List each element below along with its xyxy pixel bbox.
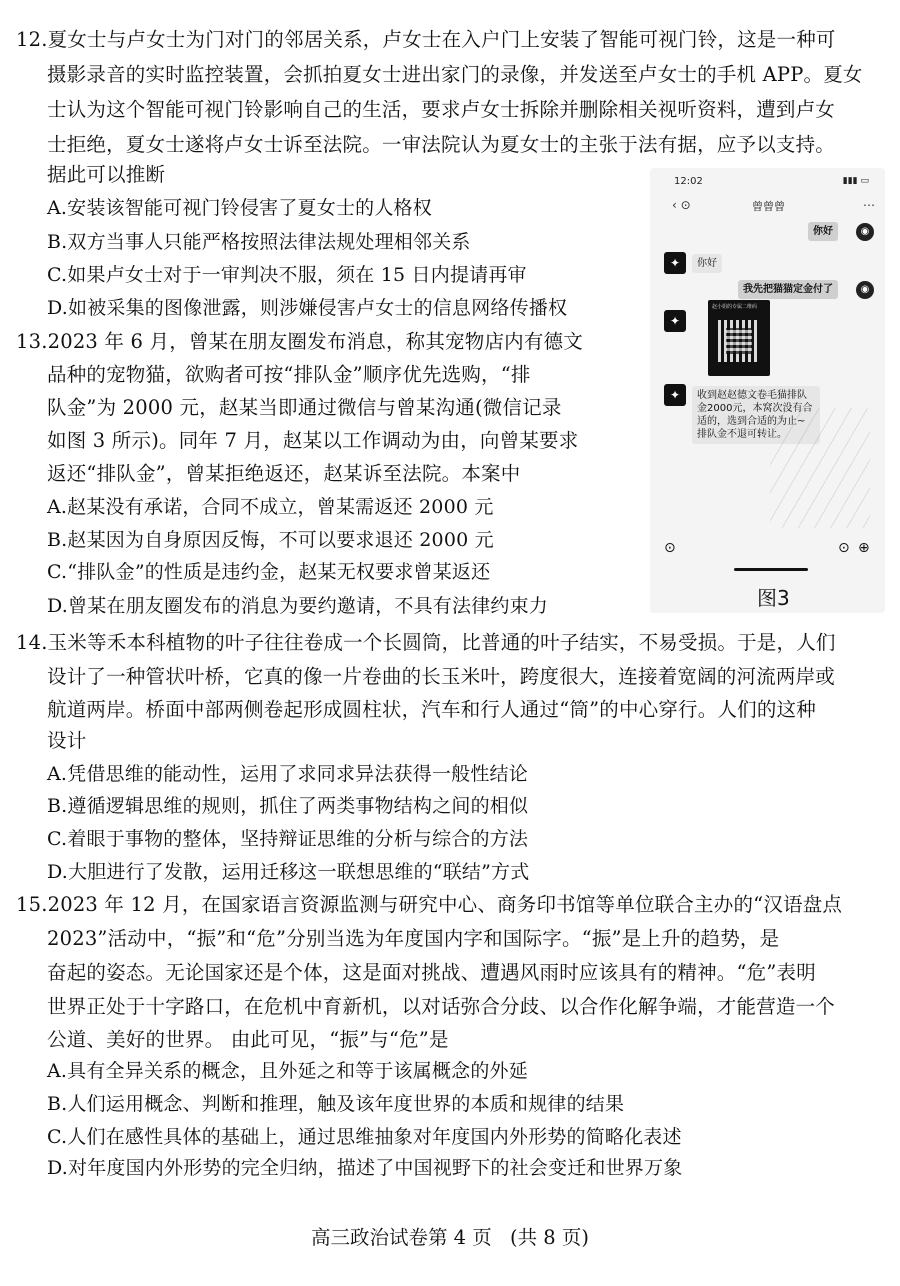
q14-option-b: B.遵循逻辑思维的规则，抓住了两类事物结构之间的相似 [47,795,529,817]
contact-avatar-icon: ✦ [664,384,686,406]
q12-option-d: D.如被采集的图像泄露，则涉嫌侵害卢女士的信息网络传播权 [47,297,568,319]
q13-option-b: B.赵某因为自身原因反悔，不可以要求退还 2000 元 [47,529,494,551]
plus-icon: ⊕ [858,540,870,556]
message-left-reply: 收到赵赵德文卷毛猫排队金2000元，本窝次没有合适的，选到合适的为止~排队金不退可转让。 [692,386,820,444]
q15-stem-line: 世界正处于十字路口，在危机中育新机，以对话弥合分歧、以合作化解争端，才能营造一个 [47,995,836,1018]
background-scribble [770,408,870,528]
contact-avatar-icon: ✦ [664,252,686,274]
qr-code-icon [718,320,760,362]
user-avatar-icon: ◉ [856,223,874,241]
q12-stem-line: 据此可以推断 [47,163,166,186]
q13-stem-line: 13.2023 年 6 月，曾某在朋友圈发布消息，称其宠物店内有德文 [16,330,583,353]
qr-card-title: 赵小姐的专属二维码 [712,304,758,310]
q14-stem-line: 设计 [47,729,87,752]
q13-stem-line: 品种的宠物猫，欲购者可按“排队金”顺序优先选购，“排 [47,363,531,386]
more-icon: ⋯ [863,198,875,212]
q14-option-a: A.凭借思维的能动性，运用了求同求异法获得一般性结论 [47,763,528,785]
q15-option-c: C.人们在感性具体的基础上，通过思维抽象对年度国内外形势的简略化表述 [47,1126,682,1148]
q13-option-d: D.曾某在朋友圈发布的消息为要约邀请，不具有法律约束力 [47,595,548,617]
q15-stem-line: 15.2023 年 12 月，在国家语言资源监测与研究中心、商务印书馆等单位联合主办的“汉语盘点 [16,893,843,916]
footer-page-label: 高三政治试卷第 4 页 [310,1226,492,1249]
q12-option-b: B.双方当事人只能严格按照法律法规处理相邻关系 [47,231,471,253]
message-right-hello: 你好 [808,222,838,241]
home-indicator [734,568,808,571]
q14-stem-line: 14.玉米等禾本科植物的叶子往往卷成一个长圆筒，比普通的叶子结实，不易受损。于是，人们 [16,631,836,654]
user-avatar-icon: ◉ [856,281,874,299]
status-time: 12:02 [674,176,703,187]
q12-stem-line: 士拒绝，夏女士遂将卢女士诉至法院。一审法院认为夏女士的主张于法有据，应予以支持。 [47,133,836,156]
page-footer [0,1224,900,1252]
chat-name: 曾曾曾 [752,200,785,213]
figure-caption: 图3 [757,586,790,610]
q15-option-d: D.对年度国内外形势的完全归纳，描述了中国视野下的社会变迁和世界万象 [47,1157,683,1179]
q14-option-c: C.着眼于事物的整体，坚持辩证思维的分析与综合的方法 [47,828,529,850]
q13-option-c: C.“排队金”的性质是违约金，赵某无权要求曾某返还 [47,561,491,583]
q14-option-d: D.大胆进行了发散，运用迁移这一联想思维的“联结”方式 [47,861,530,883]
voice-icon: ⊙ [664,540,676,556]
message-left-hello: 你好 [692,254,722,273]
message-right-paid: 我先把猫猫定金付了 [738,280,838,299]
q14-stem-line: 航道两岸。桥面中部两侧卷起形成圆柱状，汽车和行人通过“筒”的中心穿行。人们的这种 [47,698,816,721]
q12-stem-line: 士认为这个智能可视门铃影响自己的生活，要求卢女士拆除并删除相关视听资料，遭到卢女 [47,98,836,121]
q13-stem-line: 队金”为 2000 元，赵某当即通过微信与曾某沟通(微信记录 [47,396,562,419]
q13-stem-line: 如图 3 所示)。同年 7 月，赵某以工作调动为由，向曾某要求 [47,429,579,452]
q12-option-a: A.安装该智能可视门铃侵害了夏女士的人格权 [47,197,432,219]
q12-stem-line: 摄影录音的实时监控装置，会抓拍夏女士进出家门的录像，并发送至卢女士的手机 APP。夏女 [47,63,863,86]
q12-option-c: C.如果卢女士对于一审判决不服，须在 15 日内提请再审 [47,264,527,286]
footer-total-pages: (共 8 页) [509,1226,590,1249]
contact-avatar-icon: ✦ [664,310,686,332]
q15-option-b: B.人们运用概念、判断和推理，触及该年度世界的本质和规律的结果 [47,1093,625,1115]
signal-icon: ▮▮▮ ▭ [842,176,869,186]
q14-stem-line: 设计了一种管状叶桥，它真的像一片卷曲的长玉米叶，跨度很大，连接着宽阔的河流两岸或 [47,665,836,688]
q15-stem-line: 2023”活动中，“振”和“危”分别当选为年度国内字和国际字。“振”是上升的趋势，是 [47,927,780,950]
figure-3-wechat-screenshot [650,168,885,613]
back-arrow-icon: ‹ ⊙ [672,198,691,212]
q15-stem-line: 奋起的姿态。无论国家还是个体，这是面对挑战、遭遇风雨时应该具有的精神。“危”表明 [47,961,816,984]
q12-stem-line: 12.夏女士与卢女士为门对门的邻居关系，卢女士在入户门上安装了智能可视门铃，这是一种可 [16,28,836,51]
q15-option-a: A.具有全异关系的概念，且外延之和等于该属概念的外延 [47,1060,528,1082]
emoji-icon: ⊙ [838,540,850,556]
qr-code-card [708,300,770,376]
q13-option-a: A.赵某没有承诺，合同不成立，曾某需返还 2000 元 [47,496,494,518]
q15-stem-line: 公道、美好的世界。 由此可见，“振”与“危”是 [47,1028,449,1051]
q13-stem-line: 返还“排队金”，曾某拒绝返还，赵某诉至法院。本案中 [47,462,521,485]
